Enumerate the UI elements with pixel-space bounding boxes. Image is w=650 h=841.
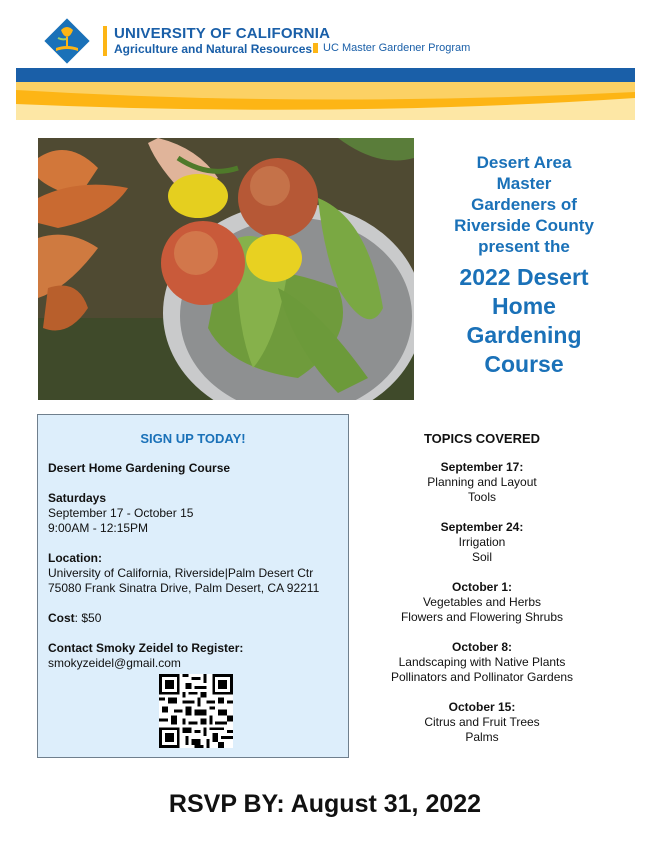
program-accent-bar [313, 43, 318, 53]
topic-line: Flowers and Flowering Shrubs [400, 610, 564, 624]
intro-line: Riverside County [454, 216, 594, 235]
topic-line: Vegetables and Herbs [422, 595, 542, 609]
topic-line: Palms [465, 730, 499, 744]
vegetable-harvest-photo [38, 138, 414, 400]
topic-item [366, 700, 598, 745]
topic-line: Tools [467, 490, 496, 504]
topic-line: Landscaping with Native Plants [398, 655, 566, 669]
course-intro [425, 152, 623, 379]
topic-item [366, 580, 598, 625]
header-accent-bar [103, 26, 107, 56]
days-label: Saturdays [48, 491, 107, 505]
intro-line: Desert Area [476, 153, 572, 172]
topic-line: Soil [471, 550, 492, 564]
topic-line: Irrigation [458, 535, 506, 549]
intro-line: Master [496, 174, 552, 193]
rsvp-deadline: RSVP BY: August 31, 2022 [168, 790, 482, 818]
course-title-line: Course [484, 351, 564, 377]
signup-box [37, 414, 349, 758]
qr-code-icon[interactable] [159, 674, 233, 748]
topic-date: October 8: [451, 640, 512, 654]
topic-line: Citrus and Fruit Trees [424, 715, 540, 729]
ca-poppy-logo-icon [44, 18, 90, 64]
course-title-line: Home [492, 293, 556, 319]
cost-value: : $50 [74, 611, 102, 625]
course-title-line: 2022 Desert [459, 264, 589, 290]
contact-label: Contact Smoky Zeidel to Register: [48, 641, 244, 655]
course-title-line: Gardening [466, 322, 582, 348]
topic-date: October 15: [448, 700, 516, 714]
university-title: UNIVERSITY OF CALIFORNIA [114, 25, 331, 42]
anr-subtitle: Agriculture and Natural Resources [114, 42, 313, 56]
location-line: 75080 Frank Sinatra Drive, Palm Desert, CA 92211 [48, 581, 320, 595]
course-dates: September 17 - October 15 [48, 506, 194, 520]
intro-line: Gardeners of [471, 195, 577, 214]
course-name: Desert Home Gardening Course [48, 461, 231, 475]
topic-item [366, 520, 598, 565]
topics-list [366, 460, 598, 760]
location-label: Location: [48, 551, 102, 565]
intro-line: present the [478, 237, 570, 256]
topic-item [366, 640, 598, 685]
topic-line: Planning and Layout [427, 475, 537, 489]
topic-date: October 1: [451, 580, 512, 594]
cost-label: Cost [48, 611, 75, 625]
topic-date: September 17: [440, 460, 524, 474]
topic-item [366, 460, 598, 505]
signup-heading: SIGN UP TODAY! [140, 431, 246, 446]
contact-email[interactable]: smokyzeidel@gmail.com [48, 656, 181, 670]
course-time: 9:00AM - 12:15PM [48, 521, 149, 535]
topic-date: September 24: [440, 520, 524, 534]
master-gardener-program: UC Master Gardener Program [323, 42, 471, 54]
topic-line: Pollinators and Pollinator Gardens [390, 670, 574, 684]
header-band [16, 68, 635, 120]
location-line: University of California, Riverside|Palm Desert Ctr [48, 566, 314, 580]
topics-title: TOPICS COVERED [423, 431, 541, 446]
